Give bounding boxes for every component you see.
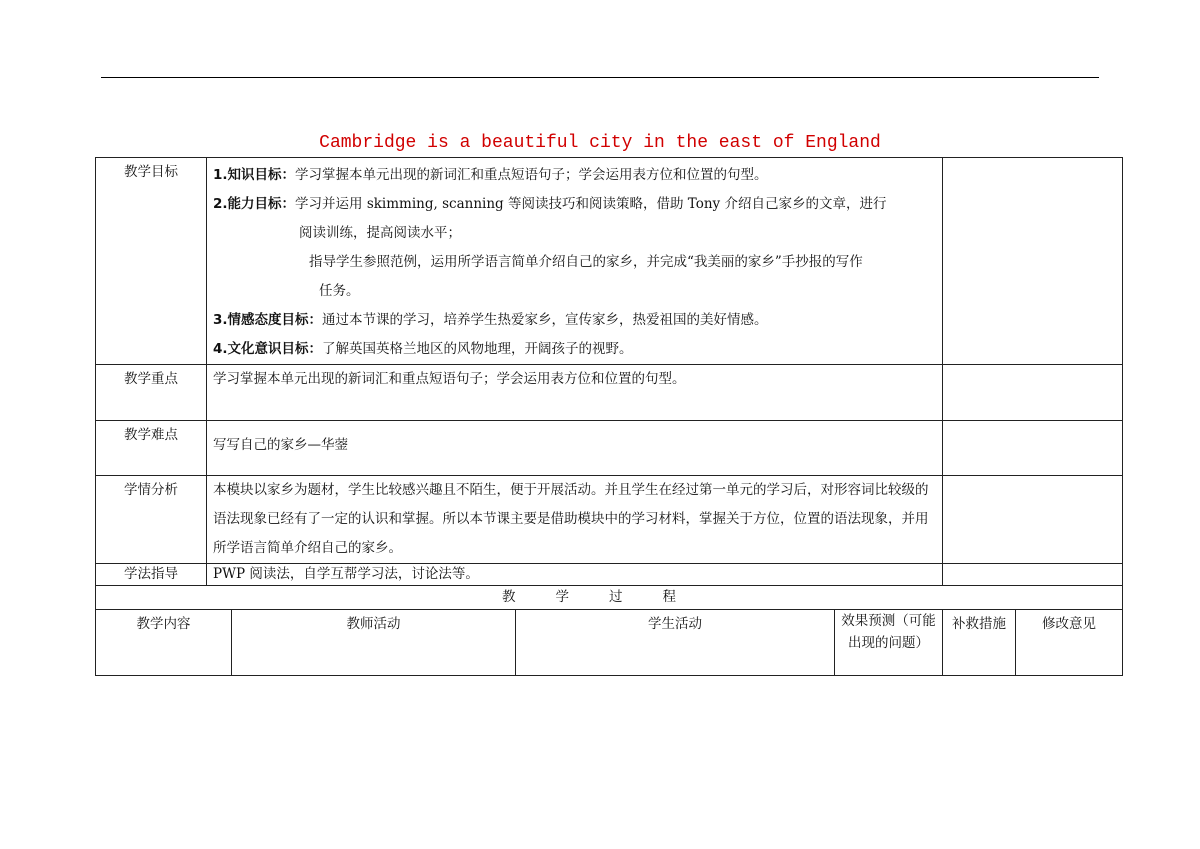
header-revision: 修改意见 — [1016, 610, 1123, 676]
difficulty-label: 教学难点 — [96, 421, 207, 476]
method-side — [943, 564, 1123, 586]
goal-2-text: 学习并运用 skimming, scanning 等阅读技巧和阅读策略，借助 Tony 介绍自己家乡的文章，进行 — [295, 196, 887, 212]
goal-2-text-2: 阅读训练，提高阅读水平； — [299, 225, 461, 241]
analysis-text: 本模块以家乡为题材，学生比较感兴趣且不陌生，便于开展活动。并且学生在经过第一单元的学习后，对形容词比较级的语法现象已经有了一定的认识和掌握。所以本节课主要是借助模块中的学习材料，掌握关于方位，位置的语法现象，并用所学语言简单介绍自己的家乡。 — [207, 476, 943, 564]
header-teacher: 教师活动 — [232, 610, 516, 676]
goal-1 — [213, 161, 936, 190]
goal-2 — [213, 190, 936, 219]
header-rule — [101, 77, 1099, 78]
row-goals — [96, 158, 1123, 365]
focus-text: 学习掌握本单元出现的新词汇和重点短语句子；学会运用表方位和位置的句型。 — [207, 365, 943, 421]
process-label: 教学过程 — [96, 586, 1123, 610]
difficulty-side — [943, 421, 1123, 476]
goals-label: 教学目标 — [96, 158, 207, 365]
goal-4-head: 4.文化意识目标： — [213, 341, 323, 357]
lesson-plan-table — [95, 157, 1123, 676]
goal-3 — [213, 306, 936, 335]
goal-3-text: 通过本节课的学习，培养学生热爱家乡，宣传家乡，热爱祖国的美好情感。 — [322, 312, 768, 328]
goal-2-text-4: 任务。 — [319, 283, 360, 299]
goal-1-head: 1.知识目标： — [213, 167, 296, 183]
goal-1-text: 学习掌握本单元出现的新词汇和重点短语句子；学会运用表方位和位置的句型。 — [295, 167, 768, 183]
method-text: PWP 阅读法，自学互帮学习法，讨论法等。 — [207, 564, 943, 586]
goals-content — [207, 158, 943, 365]
goal-4 — [213, 335, 936, 364]
row-analysis — [96, 476, 1123, 564]
goals-side — [943, 158, 1123, 365]
method-label: 学法指导 — [96, 564, 207, 586]
analysis-label: 学情分析 — [96, 476, 207, 564]
header-effect: 效果预测（可能出现的问题） — [835, 610, 943, 676]
goal-3-head: 3.情感态度目标： — [213, 312, 323, 328]
difficulty-text: 写写自己的家乡—华蓥 — [207, 421, 943, 476]
row-process — [96, 586, 1123, 610]
goal-2-head: 2.能力目标： — [213, 196, 296, 212]
goal-4-text: 了解英国英格兰地区的风物地理，开阔孩子的视野。 — [322, 341, 633, 357]
row-focus — [96, 365, 1123, 421]
focus-label: 教学重点 — [96, 365, 207, 421]
focus-side — [943, 365, 1123, 421]
header-student: 学生活动 — [516, 610, 835, 676]
row-difficulty — [96, 421, 1123, 476]
goal-2-text-3: 指导学生参照范例，运用所学语言简单介绍自己的家乡，并完成“我美丽的家乡”手抄报的写作 — [309, 254, 863, 270]
document-title: Cambridge is a beautiful city in the east of England — [319, 133, 881, 153]
analysis-side — [943, 476, 1123, 564]
row-method — [96, 564, 1123, 586]
header-content: 教学内容 — [96, 610, 232, 676]
row-headers — [96, 610, 1123, 676]
header-remedy: 补救措施 — [943, 610, 1016, 676]
